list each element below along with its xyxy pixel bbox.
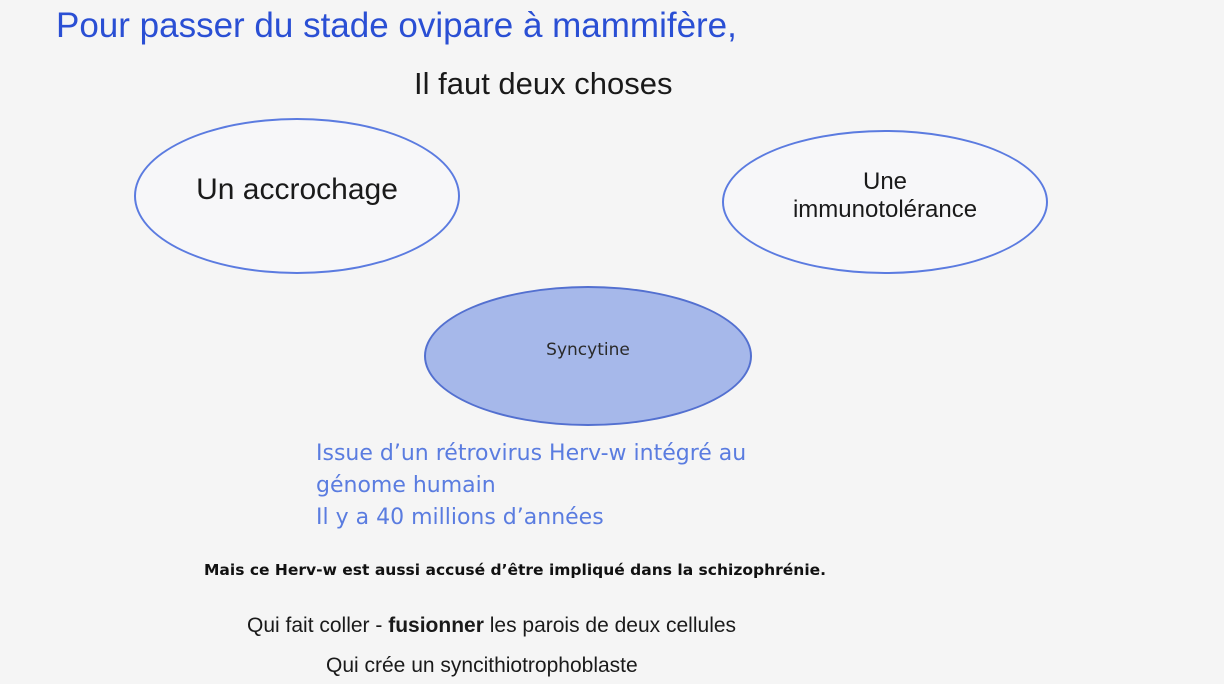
function-line-prefix: Qui fait coller - xyxy=(247,614,389,637)
origin-text xyxy=(316,438,746,534)
origin-line: génome humain xyxy=(316,473,496,498)
slide-title: Pour passer du stade ovipare à mammifère, xyxy=(56,6,737,45)
syncytiotrophoblast-line: Qui crée un syncithiotrophoblaste xyxy=(326,654,638,677)
bubble-immunotolerance xyxy=(722,130,1048,274)
bubble-syncytine-label: Syncytine xyxy=(546,340,630,360)
origin-line: Il y a 40 millions d’années xyxy=(316,505,604,530)
bubble-syncytine xyxy=(424,286,752,426)
bubble-accrochage xyxy=(134,118,460,274)
origin-line: Issue d’un rétrovirus Herv-w intégré au xyxy=(316,441,747,466)
bubble-immunotolerance-label: Une immunotolérance xyxy=(792,168,978,223)
schizophrenia-warning: Mais ce Herv-w est aussi accusé d’être impliqué dans la schizophrénie. xyxy=(204,561,827,579)
function-line-suffix: les parois de deux cellules xyxy=(483,614,737,637)
function-line-bold: fusionner xyxy=(388,614,484,637)
slide-subtitle: Il faut deux choses xyxy=(414,66,673,101)
function-line xyxy=(247,614,736,638)
bubble-accrochage-label: Un accrochage xyxy=(196,173,398,206)
